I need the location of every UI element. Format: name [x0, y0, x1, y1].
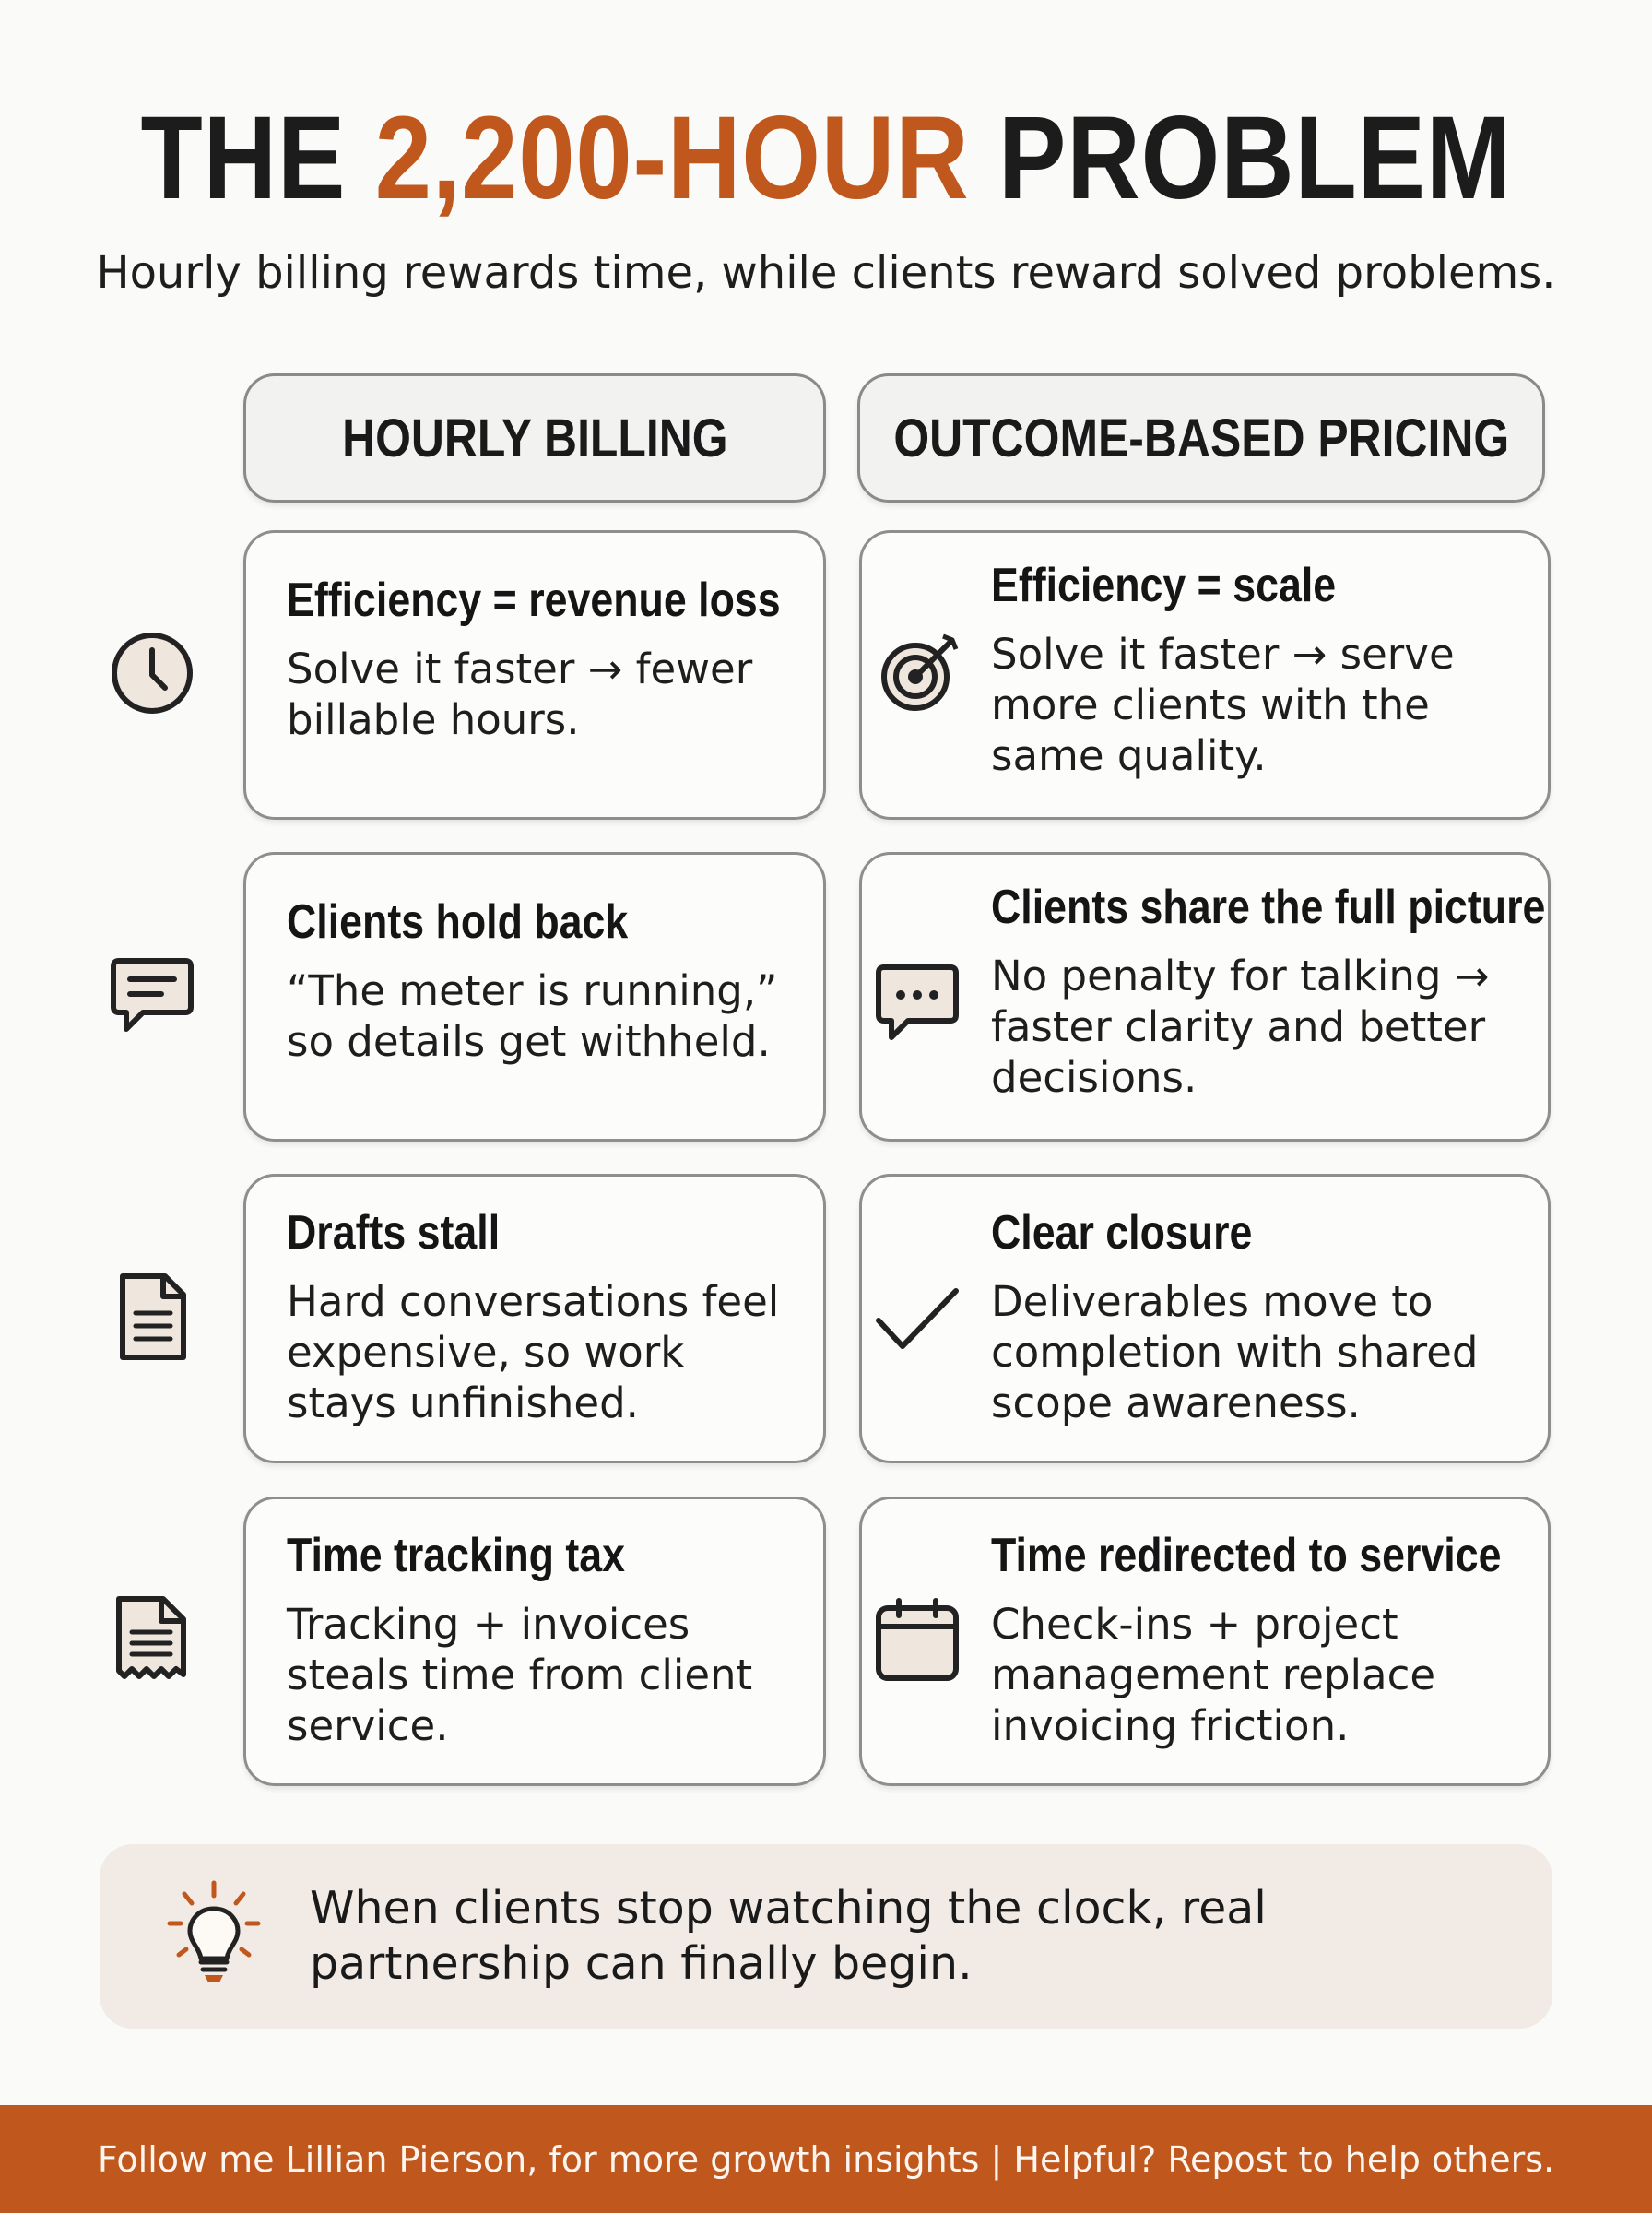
column-header-hourly-label: HOURLY BILLING: [341, 408, 728, 468]
outcome-card-3: [859, 1174, 1551, 1463]
outcome-card-2-title: Clients share the full picture: [991, 881, 1546, 934]
hourly-card-4: [243, 1497, 826, 1786]
chat-dots-icon: [871, 956, 963, 1048]
receipt-icon: [106, 1593, 198, 1686]
outcome-card-2: [859, 852, 1551, 1142]
title-prefix: THE: [140, 92, 375, 224]
hourly-card-4-title: Time tracking tax: [287, 1529, 626, 1582]
outcome-card-1-title: Efficiency = scale: [991, 559, 1337, 612]
hourly-card-1-title: Efficiency = revenue loss: [287, 574, 781, 627]
column-header-outcome-label: OUTCOME-BASED PRICING: [893, 408, 1509, 468]
hourly-card-2-body: “The meter is running,” so details get withheld.: [287, 965, 778, 1066]
footer-text: Follow me Lillian Pierson, for more growth insights | Helpful? Repost to help others.: [97, 2138, 1555, 2180]
outcome-card-1-body: Solve it faster → serve more clients with the same quality.: [991, 629, 1455, 780]
calendar-icon: [871, 1595, 963, 1687]
page-title: [115, 92, 1536, 224]
title-accent: 2,200-HOUR: [374, 92, 970, 224]
hourly-card-2-title: Clients hold back: [287, 895, 629, 949]
title-suffix: PROBLEM: [969, 92, 1512, 224]
document-icon: [106, 1271, 198, 1363]
hourly-card-1-body: Solve it faster → fewer billable hours.: [287, 644, 753, 744]
takeaway-text: When clients stop watching the clock, real partnership can finally begin.: [310, 1882, 1267, 1990]
hourly-card-3-body: Hard conversations feel expensive, so work stays unfinished.: [287, 1276, 780, 1427]
hourly-card-3: [243, 1174, 826, 1463]
outcome-card-1: [859, 530, 1551, 820]
clock-icon: [106, 627, 198, 719]
hourly-card-4-body: Tracking + invoices steals time from client service.: [287, 1599, 753, 1750]
outcome-card-4: [859, 1497, 1551, 1786]
lightbulb-icon: [157, 1877, 271, 1992]
outcome-card-3-title: Clear closure: [991, 1206, 1253, 1260]
outcome-card-4-body: Check-ins + project management replace invoicing friction.: [991, 1599, 1436, 1750]
outcome-card-2-body: No penalty for talking → faster clarity and better decisions.: [991, 951, 1490, 1102]
outcome-card-4-title: Time redirected to service: [991, 1529, 1502, 1582]
checkmark-icon: [871, 1272, 963, 1365]
target-icon: [875, 625, 967, 717]
hourly-card-2: [243, 852, 826, 1142]
column-header-outcome: [857, 373, 1545, 503]
takeaway-banner: [100, 1844, 1552, 2029]
page-subtitle: Hourly billing rewards time, while clients reward solved problems.: [96, 247, 1556, 299]
chat-icon: [106, 948, 198, 1040]
hourly-card-3-title: Drafts stall: [287, 1206, 501, 1260]
footer-bar: [0, 2105, 1652, 2213]
column-header-hourly: [243, 373, 826, 503]
outcome-card-3-body: Deliverables move to completion with shared scope awareness.: [991, 1276, 1479, 1427]
hourly-card-1: [243, 530, 826, 820]
